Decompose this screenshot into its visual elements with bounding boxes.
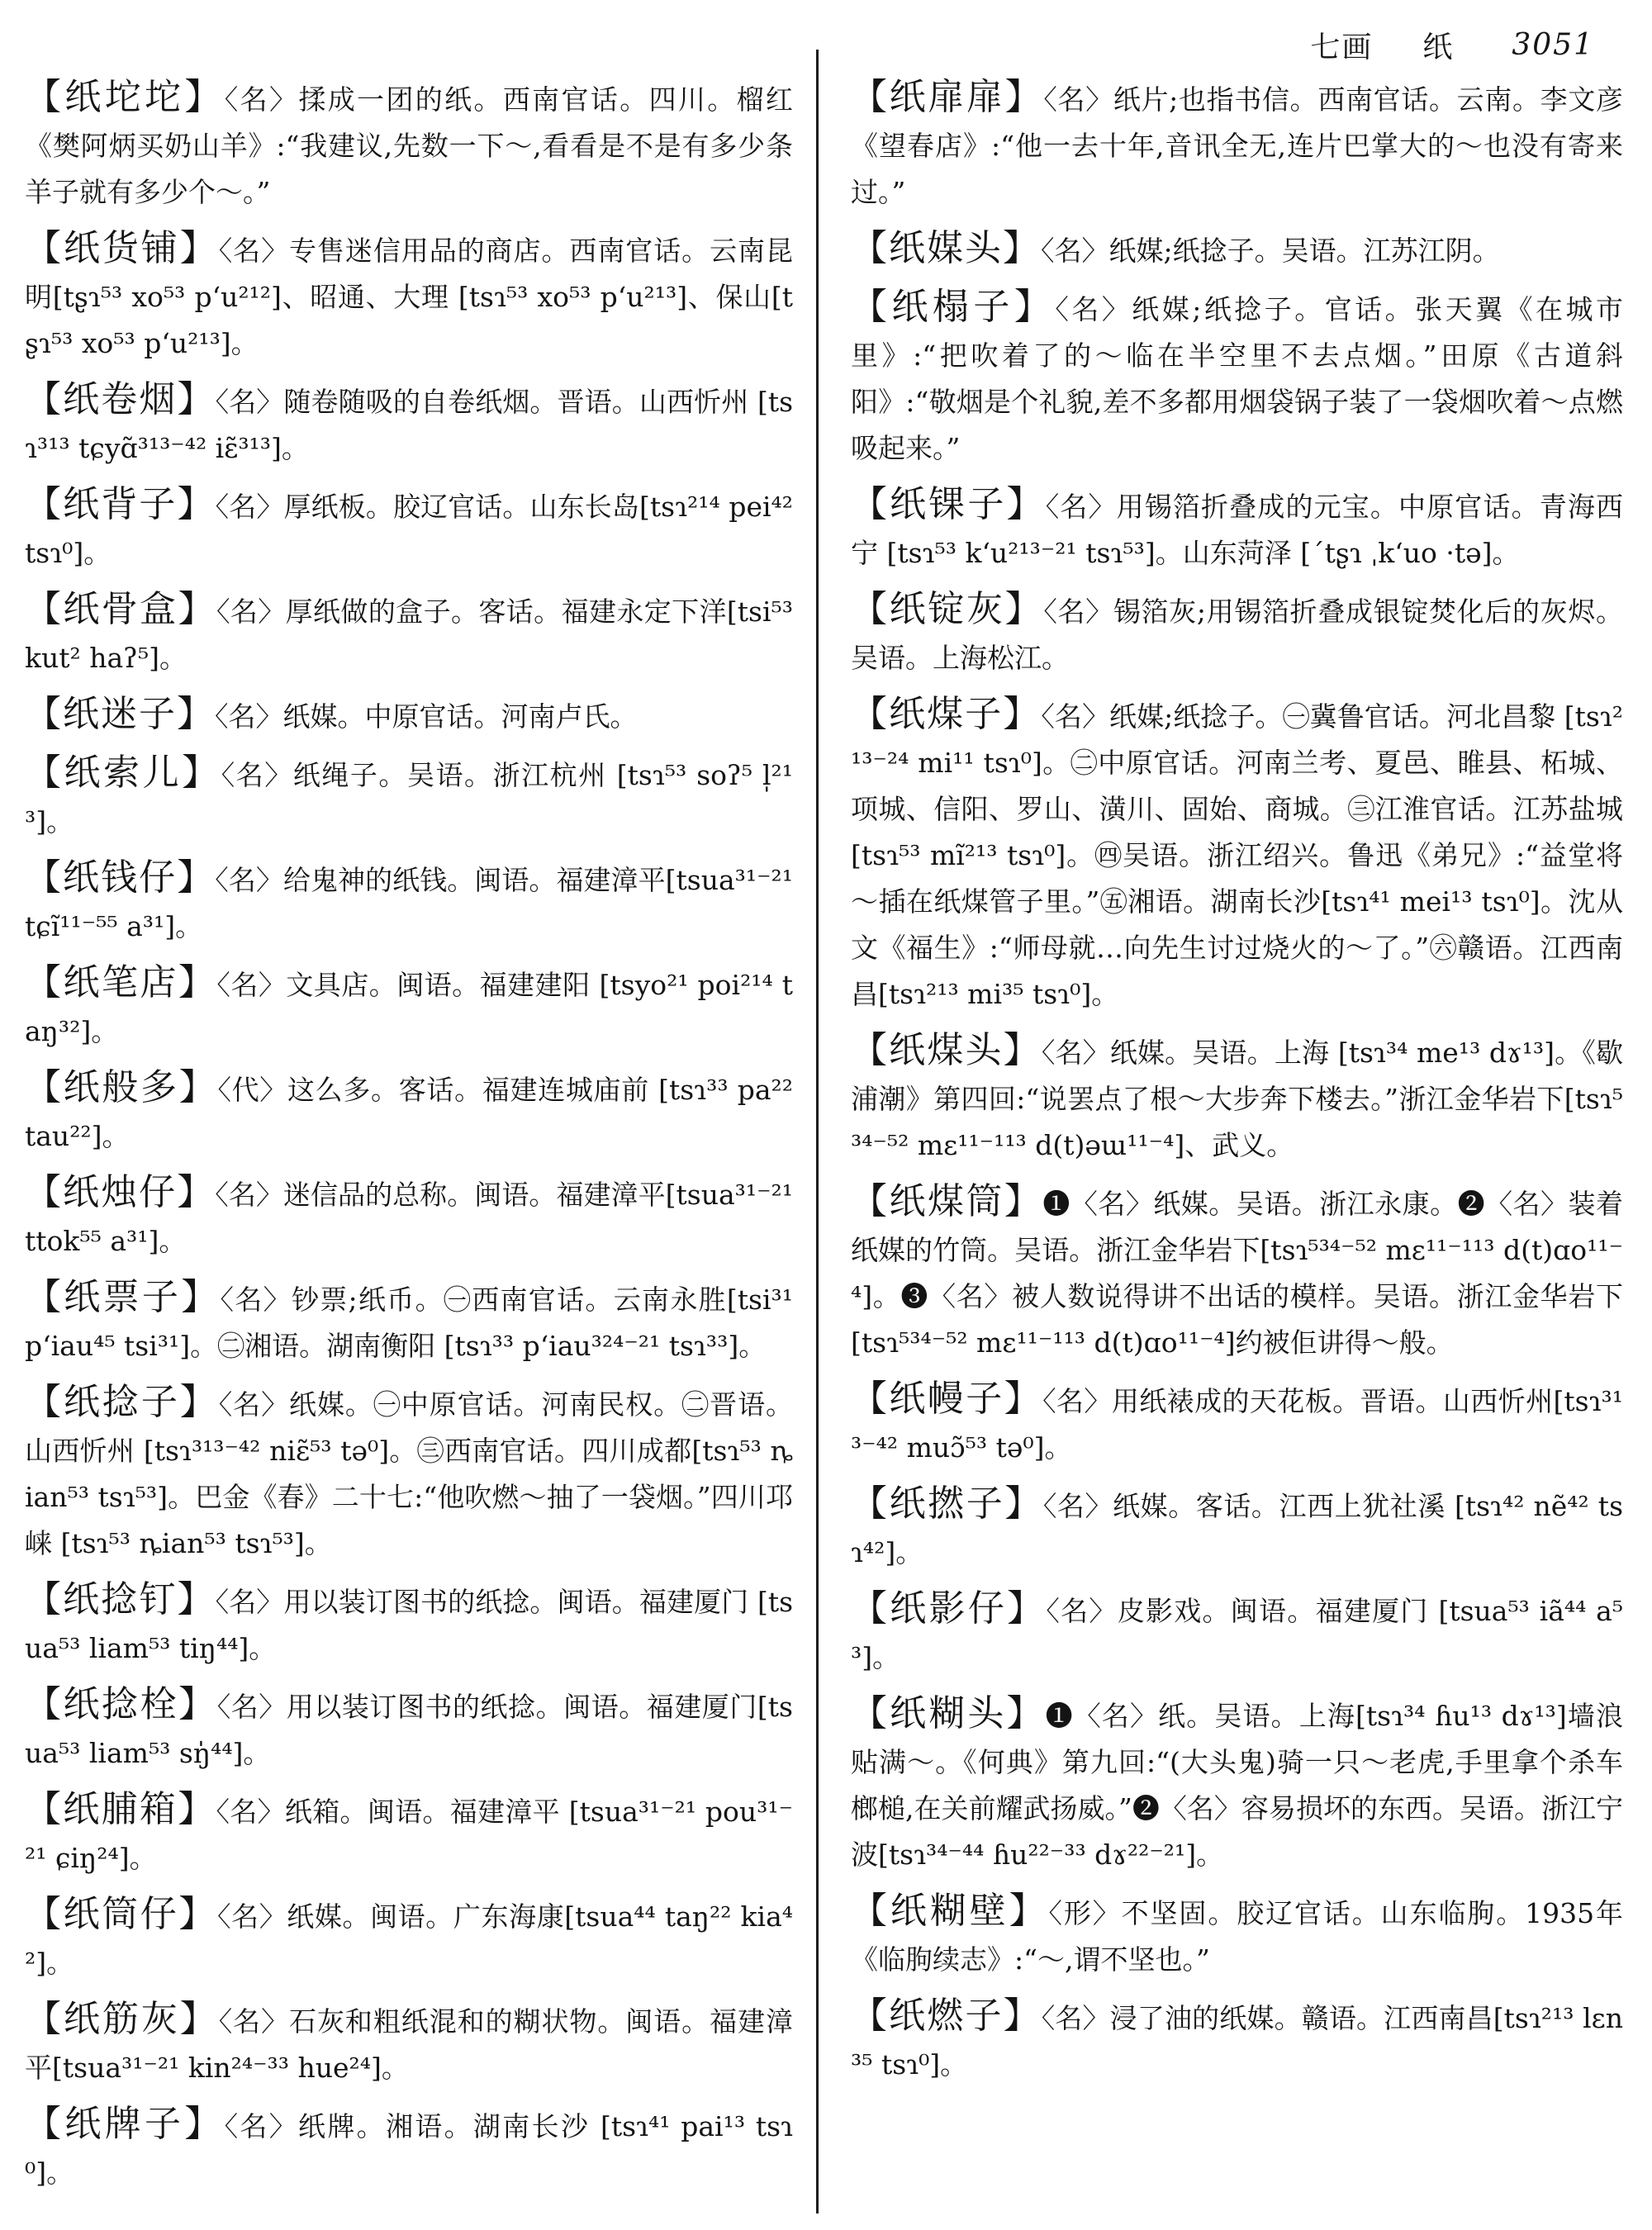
dictionary-entry (25, 1891, 793, 1986)
entry-definition: 〈名〉用锡箔折叠成的元宝。中原官话。青海西宁 [tsɿ⁵³ kʻu²¹³⁻²¹ tsɿ⁵³]。山东菏泽 [ˊtʂɿ ˌkʻuo ·tə]。 (851, 491, 1624, 569)
entry-definition: 〈名〉用以装订图书的纸捻。闽语。福建厦门 [tsua⁵³ liam⁵³ tiŋ⁴⁴]。 (25, 1586, 794, 1664)
dictionary-entry (25, 1379, 793, 1567)
left-column (25, 74, 793, 2206)
entry-definition: 〈名〉厚纸做的盒子。客话。福建永定下洋[tsi⁵³ kut² haʔ⁵]。 (25, 595, 793, 674)
page-number: 3051 (1512, 27, 1594, 62)
entry-definition: 〈名〉纸片;也指书信。西南官话。云南。李文彦《望春店》:“他一去十年,音讯全无,连片巴掌大的～也没有寄来过。” (851, 83, 1623, 208)
entry-headword: 【纸影仔】 (851, 1587, 1047, 1630)
dictionary-entry (25, 855, 793, 950)
dictionary-entry (25, 750, 793, 845)
entry-definition: ❶〈名〉纸媒。吴语。浙江永康。❷〈名〉装着纸媒的竹筒。吴语。浙江金华岩下[tsɿ⁵³⁴⁻⁵² mɛ¹¹⁻¹¹³ d(t)ɑo¹¹⁻⁴]。❸〈名〉被人数说得讲不出话的模样。吴语。浙江金华岩下 [tsɿ⁵³⁴⁻⁵² mɛ¹¹⁻¹¹³ d(t)ɑo¹¹⁻⁴]约被佢讲得～般。 (851, 1188, 1624, 1359)
entry-definition: 〈名〉给鬼神的纸钱。闽语。福建漳平[tsua³¹⁻²¹ tɕĩ¹¹⁻⁵⁵ a³¹]。 (25, 864, 793, 942)
entry-headword: 【纸捻钉】 (25, 1578, 216, 1620)
entry-headword: 【纸坨坨】 (25, 76, 225, 118)
dictionary-entry (851, 1376, 1623, 1471)
entry-definition: 〈名〉锡箔灰;用锡箔折叠成银锭焚化后的灰烬。吴语。上海松江。 (851, 595, 1623, 674)
entry-definition: 〈名〉厚纸板。胶辽官话。山东长岛[tsɿ²¹⁴ pei⁴² tsɿ⁰]。 (25, 491, 794, 569)
dictionary-entry (25, 225, 793, 367)
entry-headword: 【纸撚子】 (851, 1483, 1043, 1525)
dictionary-entry (25, 377, 793, 472)
dictionary-entry (25, 586, 793, 681)
entry-headword: 【纸背子】 (25, 483, 216, 525)
entry-definition: 〈名〉用纸裱成的天花板。晋语。山西忻州[tsɿ³¹³⁻⁴² muɔ̃⁵³ tə⁰]。 (851, 1385, 1624, 1464)
dictionary-entry (25, 691, 793, 740)
entry-headword: 【纸迷子】 (25, 693, 215, 735)
entry-definition: 〈名〉纸媒。客话。江西上犹社溪 [tsɿ⁴² nẽ⁴² tsɿ⁴²]。 (851, 1490, 1624, 1568)
entry-headword: 【纸幔子】 (851, 1378, 1043, 1420)
entry-headword: 【纸牌子】 (25, 2103, 225, 2145)
entry-headword: 【纸脯箱】 (25, 1788, 216, 1830)
dictionary-entry (25, 482, 793, 576)
entry-headword: 【纸煤头】 (851, 1029, 1042, 1071)
dictionary-entry (25, 1577, 793, 1672)
entry-headword: 【纸煤子】 (851, 693, 1042, 735)
page-header (1181, 12, 1594, 78)
dictionary-entry (851, 1027, 1623, 1169)
dictionary-entry (25, 1786, 793, 1881)
entry-headword: 【纸扉扉】 (851, 76, 1044, 118)
entry-definition: 〈名〉纸媒;纸捻子。官话。张天翼《在城市里》:“把吹着了的～临在半空里不去点烟。”田原《古道斜阳》:“敬烟是个礼貌,差不多都用烟袋锅子装了一袋烟吹着～点燃吸起来。” (851, 293, 1623, 464)
dictionary-entry (851, 225, 1623, 274)
entry-definition: 〈名〉纸媒;纸捻子。㊀冀鲁官话。河北昌黎 [tsɿ²¹³⁻²⁴ mi¹¹ tsɿ⁰]。㊁中原官话。河南兰考、夏邑、睢县、柘城、项城、信阳、罗山、潢川、固始、商城。㊂江淮官话。江苏盐城[tsɿ⁵³ mĩ²¹³ tsɿ⁰]。㊃吴语。浙江绍兴。鲁迅《弟兄》:“益堂将～插在纸煤管子里。”㊄湘语。湖南长沙[tsɿ⁴¹ mei¹³ tsɿ⁰]。沈从文《福生》:“师母就…向先生讨过烧火的～了。”㊅赣语。江西南昌[tsɿ²¹³ mi³⁵ tsɿ⁰]。 (851, 700, 1623, 1010)
dictionary-entry (851, 1179, 1623, 1366)
entry-definition: 〈代〉这么多。客话。福建连城庙前 [tsɿ³³ pa²² tau²²]。 (25, 1074, 794, 1152)
entry-headword: 【纸骨盒】 (25, 588, 216, 630)
entry-definition: 〈名〉纸箱。闽语。福建漳平 [tsua³¹⁻²¹ pou³¹⁻²¹ ɕiŋ²⁴]。 (25, 1796, 793, 1874)
dictionary-entry (25, 1274, 793, 1369)
dictionary-entry (851, 1481, 1623, 1576)
dictionary-entry (25, 1996, 793, 2091)
dictionary-entry (851, 1993, 1623, 2088)
entry-headword: 【纸筒仔】 (25, 1893, 217, 1935)
column-divider (816, 50, 819, 2213)
dictionary-entry (25, 1065, 793, 1160)
entry-headword: 【纸捻子】 (25, 1381, 219, 1423)
dictionary-entry (25, 1170, 793, 1264)
entry-headword: 【纸榻子】 (851, 286, 1056, 328)
entry-definition: ❶〈名〉纸。吴语。上海[tsɿ³⁴ ɦu¹³ dɤ¹³]墙浪贴满～。《何典》第九回:“(大头鬼)骑一只～老虎,手里拿个杀车榔槌,在关前耀武扬威。”❷〈名〉容易损坏的东西。吴语。浙江宁波[tsɿ³⁴⁻⁴⁴ ɦu²²⁻³³ dɤ²²⁻²¹]。 (851, 1700, 1624, 1871)
entry-definition: 〈名〉石灰和粗纸混和的糊状物。闽语。福建漳平[tsua³¹⁻²¹ kin²⁴⁻³³ hue²⁴]。 (25, 2005, 794, 2084)
right-column (851, 74, 1623, 2098)
entry-headword: 【纸索儿】 (25, 752, 221, 794)
entry-headword: 【纸卷烟】 (25, 378, 216, 420)
entry-definition: 〈名〉揉成一团的纸。西南官话。四川。榴红《樊阿炳买奶山羊》:“我建议,先数一下～,看看是不是有多少条羊子就有多少个～。” (25, 83, 794, 208)
entry-definition: 〈名〉迷信品的总称。闽语。福建漳平[tsua³¹⁻²¹ ttok⁵⁵ a³¹]。 (25, 1179, 793, 1257)
entry-definition: 〈名〉纸媒。中原官话。河南卢氏。 (215, 700, 638, 733)
entry-definition: 〈名〉纸媒。闽语。广东海康[tsua⁴⁴ taŋ²² kia⁴²]。 (25, 1900, 794, 1979)
entry-headword: 【纸笔店】 (25, 961, 217, 1004)
entry-headword: 【纸票子】 (25, 1276, 221, 1318)
entry-definition: 〈名〉纸媒。㊀中原官话。河南民权。㊁晋语。山西忻州 [tsɿ³¹³⁻⁴² niɛ̃⁵³ tə⁰]。㊂西南官话。四川成都[tsɿ⁵³ ȵian⁵³ tsɿ⁵³]。巴金《春》二十七:“他吹燃～抽了一袋烟。”四川邛崃 [tsɿ⁵³ ȵian⁵³ tsɿ⁵³]。 (25, 1388, 794, 1559)
entry-headword: 【纸燃子】 (851, 1995, 1042, 2037)
entry-headword: 【纸锭灰】 (851, 588, 1044, 630)
entry-headword: 【纸媒头】 (851, 227, 1041, 269)
dictionary-entry (25, 1682, 793, 1777)
dictionary-entry (851, 284, 1623, 472)
entry-headword: 【纸烛仔】 (25, 1171, 216, 1213)
header-section: 七画 (1310, 30, 1374, 64)
dictionary-entry (851, 586, 1623, 681)
entry-headword: 【纸捻栓】 (25, 1683, 217, 1725)
entry-definition: 〈名〉皮影戏。闽语。福建厦门 [tsua⁵³ iã⁴⁴ a⁵³]。 (851, 1595, 1624, 1673)
entry-headword: 【纸般多】 (25, 1066, 218, 1108)
entry-headword: 【纸货铺】 (25, 227, 219, 269)
entry-headword: 【纸筋灰】 (25, 1998, 219, 2040)
entry-definition: 〈名〉纸媒。吴语。上海 [tsɿ³⁴ me¹³ dɤ¹³]。《歇浦潮》第四回:“说罢点了根～大步奔下楼去。”浙江金华岩下[tsɿ⁵³⁴⁻⁵² mɛ¹¹⁻¹¹³ d(t)əɯ¹¹⁻⁴]、武义。 (851, 1037, 1623, 1161)
dictionary-entry (851, 482, 1623, 576)
entry-definition: 〈名〉浸了油的纸媒。赣语。江西南昌[tsɿ²¹³ lɛn³⁵ tsɿ⁰]。 (851, 2002, 1624, 2081)
entry-definition: 〈名〉钞票;纸币。㊀西南官话。云南永胜[tsi³¹ pʻiau⁴⁵ tsi³¹]。㊁湘语。湖南衡阳 [tsɿ³³ pʻiau³²⁴⁻²¹ tsɿ³³]。 (25, 1283, 794, 1362)
entry-definition: 〈名〉用以装订图书的纸捻。闽语。福建厦门[tsua⁵³ liam⁵³ sŋ̍⁴⁴]。 (25, 1691, 793, 1769)
dictionary-entry (851, 1888, 1623, 1983)
dictionary-entry (25, 960, 793, 1055)
entry-headword: 【纸钱仔】 (25, 856, 216, 899)
dictionary-entry (25, 2101, 793, 2196)
entry-definition: 〈名〉纸绳子。吴语。浙江杭州 [tsɿ⁵³ soʔ⁵ l̩²¹³]。 (25, 759, 794, 837)
entry-definition: 〈名〉纸媒;纸捻子。吴语。江苏江阴。 (1041, 235, 1500, 267)
entry-headword: 【纸糊壁】 (851, 1890, 1049, 1932)
entry-definition: 〈名〉专售迷信用品的商店。西南官话。云南昆明[tʂɿ⁵³ xo⁵³ pʻu²¹²]、昭通、大理 [tsɿ⁵³ xo⁵³ pʻu²¹³]、保山[tʂɿ⁵³ xo⁵³ pʻu²¹³]。 (25, 235, 794, 359)
dictionary-entry (851, 1691, 1623, 1878)
dictionary-entry (25, 74, 793, 216)
dictionary-entry (851, 74, 1623, 216)
entry-headword: 【纸锞子】 (851, 483, 1046, 525)
entry-definition: 〈名〉纸牌。湘语。湖南长沙 [tsɿ⁴¹ pai¹³ tsɿ⁰]。 (25, 2110, 793, 2189)
dictionary-entry (851, 691, 1623, 1018)
header-character: 纸 (1422, 30, 1455, 64)
entry-definition: 〈名〉随卷随吸的自卷纸烟。晋语。山西忻州 [tsɿ³¹³ tɕyɑ̃³¹³⁻⁴² iɛ̃³¹³]。 (25, 386, 794, 464)
entry-headword: 【纸煤筒】 (851, 1180, 1043, 1222)
entry-headword: 【纸糊头】 (851, 1692, 1046, 1734)
entry-definition: 〈形〉不坚固。胶辽官话。山东临朐。1935年《临朐续志》:“～,谓不坚也。” (851, 1897, 1624, 1976)
dictionary-entry (851, 1586, 1623, 1681)
entry-definition: 〈名〉文具店。闽语。福建建阳 [tsyo²¹ poi²¹⁴ taŋ³²]。 (25, 969, 793, 1047)
